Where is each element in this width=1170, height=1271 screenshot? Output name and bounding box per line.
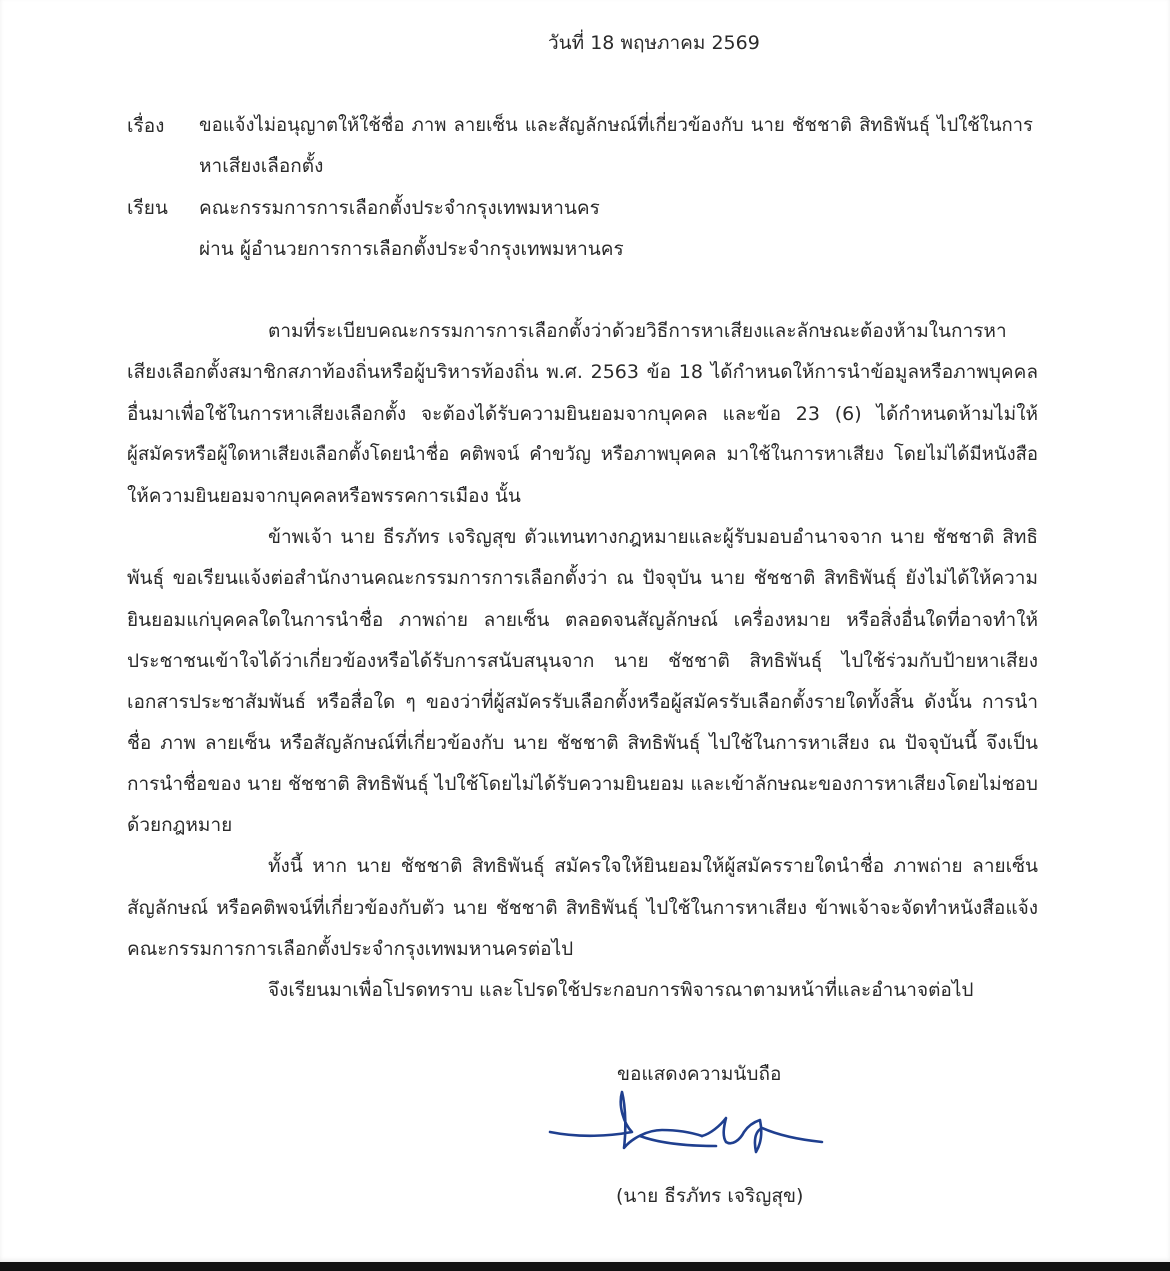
paragraph-2-line: พันธุ์ ขอเรียนแจ้งต่อสำนักงานคณะกรรมการการเลือกตั้งว่า ณ ปัจจุบัน นาย ชัชชาติ สิทธิพันธุ์ ยังไม่ได้ให้ความ [127, 567, 1038, 589]
paragraph-3-line: สัญลักษณ์ หรือคติพจน์ที่เกี่ยวข้องกับตัว นาย ชัชชาติ สิทธิพันธุ์ ไปใช้ในการหาเสียง ข้าพเจ้าจะจัดทำหนังสือแจ้ง [127, 897, 1038, 919]
paragraph-3-line: ทั้งนี้ หาก นาย ชัชชาติ สิทธิพันธุ์ สมัครใจให้ยินยอมให้ผู้สมัครรายใดนำชื่อ ภาพถ่าย ลายเซ็น [268, 855, 1038, 877]
paragraph-2-line: ข้าพเจ้า นาย ธีรภัทร เจริญสุข ตัวแทนทางกฎหมายและผู้รับมอบอำนาจจาก นาย ชัชชาติ สิทธิ [268, 526, 1038, 548]
page-bottom-edge [0, 1262, 1170, 1271]
paragraph-1-line: ให้ความยินยอมจากบุคคลหรือพรรคการเมือง นั้น [127, 485, 521, 507]
recipient-line-1: คณะกรรมการการเลือกตั้งประจำกรุงเทพมหานคร [199, 197, 600, 219]
closing-sentence: จึงเรียนมาเพื่อโปรดทราบ และโปรดใช้ประกอบการพิจารณาตามหน้าที่และอำนาจต่อไป [268, 979, 974, 1001]
complimentary-close: ขอแสดงความนับถือ [617, 1063, 782, 1085]
paragraph-2-line: ประชาชนเข้าใจได้ว่าเกี่ยวข้องหรือได้รับการสนับสนุนจาก นาย ชัชชาติ สิทธิพันธุ์ ไปใช้ร่วมกับป้ายหาเสียง [127, 650, 1038, 672]
paragraph-2-line: ชื่อ ภาพ ลายเซ็น หรือสัญลักษณ์ที่เกี่ยวข้องกับ นาย ชัชชาติ สิทธิพันธุ์ ไปใช้ในการหาเสียง ณ ปัจจุบันนี้ จึงเป็น [127, 732, 1038, 754]
subject-line-2: หาเสียงเลือกตั้ง [199, 155, 324, 177]
signature-image [540, 1086, 830, 1166]
subject-line-1: ขอแจ้งไม่อนุญาตให้ใช้ชื่อ ภาพ ลายเซ็น และสัญลักษณ์ที่เกี่ยวข้องกับ นาย ชัชชาติ สิทธิพันธุ์ ไปใช้ในการ [199, 115, 1033, 136]
recipient-label: เรียน [127, 197, 168, 219]
signatory-name: (นาย ธีรภัทร เจริญสุข) [616, 1185, 804, 1207]
letter-date: วันที่ 18 พฤษภาคม 2569 [548, 32, 760, 54]
paragraph-3-line: คณะกรรมการการเลือกตั้งประจำกรุงเทพมหานครต่อไป [127, 938, 574, 960]
subject-label: เรื่อง [127, 115, 165, 137]
paragraph-1-line: ผู้สมัครหรือผู้ใดหาเสียงเลือกตั้งโดยนำชื่อ คติพจน์ คำขวัญ หรือภาพบุคคล มาใช้ในการหาเสียง โดยไม่ได้มีหนังสือ [127, 444, 1038, 465]
recipient-line-2: ผ่าน ผู้อำนวยการการเลือกตั้งประจำกรุงเทพมหานคร [199, 238, 624, 260]
paragraph-2-line: ด้วยกฎหมาย [127, 814, 233, 836]
paragraph-2-line: การนำชื่อของ นาย ชัชชาติ สิทธิพันธุ์ ไปใช้โดยไม่ได้รับความยินยอม และเข้าลักษณะของการหาเสียงโดยไม่ชอบ [127, 773, 1038, 795]
paragraph-1-line: อื่นมาเพื่อใช้ในการหาเสียงเลือกตั้ง จะต้องได้รับความยินยอมจากบุคคล และข้อ 23 (6) ได้กำหนดห้ามไม่ให้ [127, 403, 1038, 425]
paragraph-2-line: เอกสารประชาสัมพันธ์ หรือสื่อใด ๆ ของว่าที่ผู้สมัครรับเลือกตั้งหรือผู้สมัครรับเลือกตั้งรายใดทั้งสิ้น ดังนั้น การนำ [127, 691, 1038, 713]
paragraph-1-line: ตามที่ระเบียบคณะกรรมการการเลือกตั้งว่าด้วยวิธีการหาเสียงและลักษณะต้องห้ามในการหา [268, 320, 1007, 342]
paragraph-2-line: ยินยอมแก่บุคคลใดในการนำชื่อ ภาพถ่าย ลายเซ็น ตลอดจนสัญลักษณ์ เครื่องหมาย หรือสิ่งอื่นใดที่อาจทำให้ [127, 609, 1038, 631]
paragraph-1-line: เสียงเลือกตั้งสมาชิกสภาท้องถิ่นหรือผู้บริหารท้องถิ่น พ.ศ. 2563 ข้อ 18 ได้กำหนดให้การนำข้อมูลหรือภาพบุคคล [127, 361, 1038, 383]
